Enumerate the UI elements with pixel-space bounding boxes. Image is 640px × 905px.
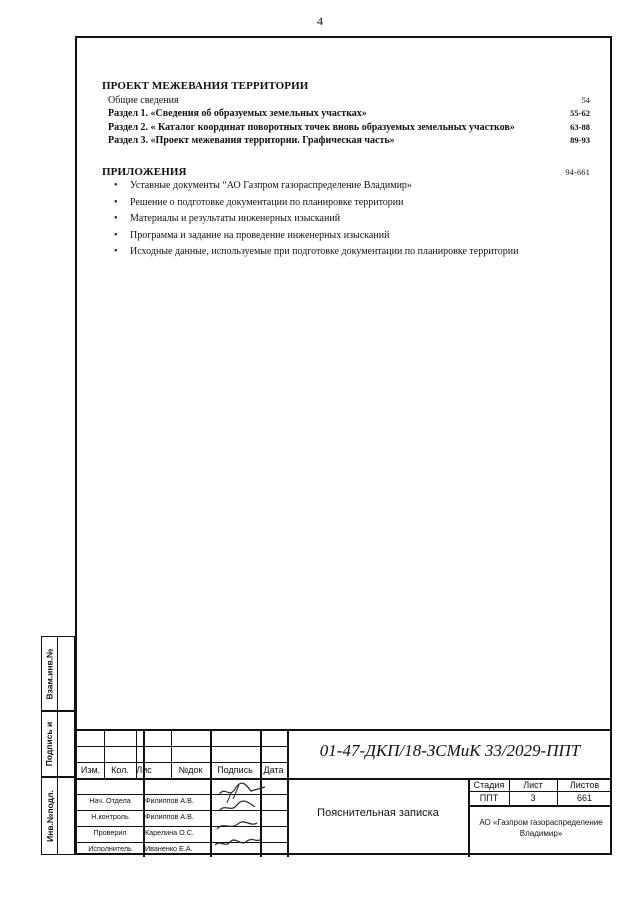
role-name: Иваненко Е.А.: [145, 844, 193, 853]
appendix-title: ПРИЛОЖЕНИЯ: [102, 165, 187, 178]
table-of-contents: [102, 80, 590, 262]
toc-entry: [102, 134, 590, 148]
list-item: • Программа и задание на проведение инженерных изысканий: [102, 229, 590, 243]
side-label-invpodl: Инв.№подл.: [44, 790, 55, 842]
list-item: • Материалы и результаты инженерных изысканий: [102, 212, 590, 226]
appendix-pages: 94-661: [565, 166, 590, 177]
section-title: ПРОЕКТ МЕЖЕВАНИЯ ТЕРРИТОРИИ: [102, 80, 309, 92]
stage-label: Стадия: [473, 780, 505, 790]
col-header-podpis: Подпись: [217, 765, 253, 775]
role-name: Филиппов А.В.: [145, 812, 194, 821]
signatures: [211, 781, 271, 855]
role-label: Исполнитель: [88, 844, 132, 853]
toc-entry: [102, 107, 590, 121]
sheets-value: 661: [576, 793, 593, 803]
side-label-vzam: Взам.инв.№: [44, 647, 55, 700]
role-label: Нач. Отдела: [89, 796, 131, 805]
toc-entry-text: Раздел 2. « Каталог координат поворотных точек вновь образуемых земельных участков»: [108, 121, 515, 133]
document-title: Пояснительная записка: [317, 807, 439, 819]
sheet-value: 3: [530, 793, 536, 803]
toc-entry: [102, 94, 590, 108]
title-block: [75, 729, 612, 855]
role-label: Проверил: [93, 828, 127, 837]
col-header-data: Дата: [263, 765, 284, 775]
stage-value: ППТ: [479, 793, 499, 803]
side-cell-invpodl: [41, 777, 75, 855]
role-name: Филиппов А.В.: [145, 796, 194, 805]
list-item: • Уставные документы “АО Газпром газораспределение Владимир»: [102, 179, 590, 193]
col-header-ndok: №док: [178, 765, 203, 775]
toc-entry-text: Общие сведения: [108, 94, 179, 106]
side-cell-vzam: [41, 636, 75, 711]
toc-entry-text: Раздел 1. «Сведения об образуемых земельных участках»: [108, 108, 367, 119]
col-header-kol: Кол.: [111, 765, 129, 775]
sheets-label: Листов: [569, 780, 600, 790]
role-name: Карелина О.С.: [145, 828, 194, 837]
appendix-list: [102, 179, 590, 259]
toc-entry-pages: 63-88: [570, 121, 590, 132]
role-label: Н.контроль: [91, 812, 129, 821]
toc-entry-pages: 55-62: [570, 108, 590, 118]
list-item: • Решение о подготовке документации по планировке территории: [102, 196, 590, 210]
list-item: • Исходные данные, используемые при подготовке документации по планировке территории: [102, 245, 590, 259]
toc-entry-text: Раздел 3. «Проект межевания территории. Графическая часть»: [108, 135, 395, 146]
side-label-podpis: Подпись и: [44, 721, 55, 767]
side-stamp: [41, 636, 75, 855]
toc-entry-pages: 54: [581, 94, 590, 105]
toc-entry: [102, 121, 590, 135]
document-number: 01-47-ДКП/18-ЗСМиК 33/2029-ППТ: [319, 741, 581, 760]
sheet-label: Лист: [523, 780, 543, 790]
col-header-izm: Изм.: [80, 765, 101, 775]
page-number: 4: [317, 14, 323, 28]
side-cell-podpis: [41, 711, 75, 777]
col-header-list: Лис: [136, 765, 152, 775]
toc-entry-pages: 89-93: [570, 135, 590, 145]
appendix-heading: [102, 166, 590, 180]
organization: АО «Газпром газораспределение Владимир»: [479, 818, 603, 838]
